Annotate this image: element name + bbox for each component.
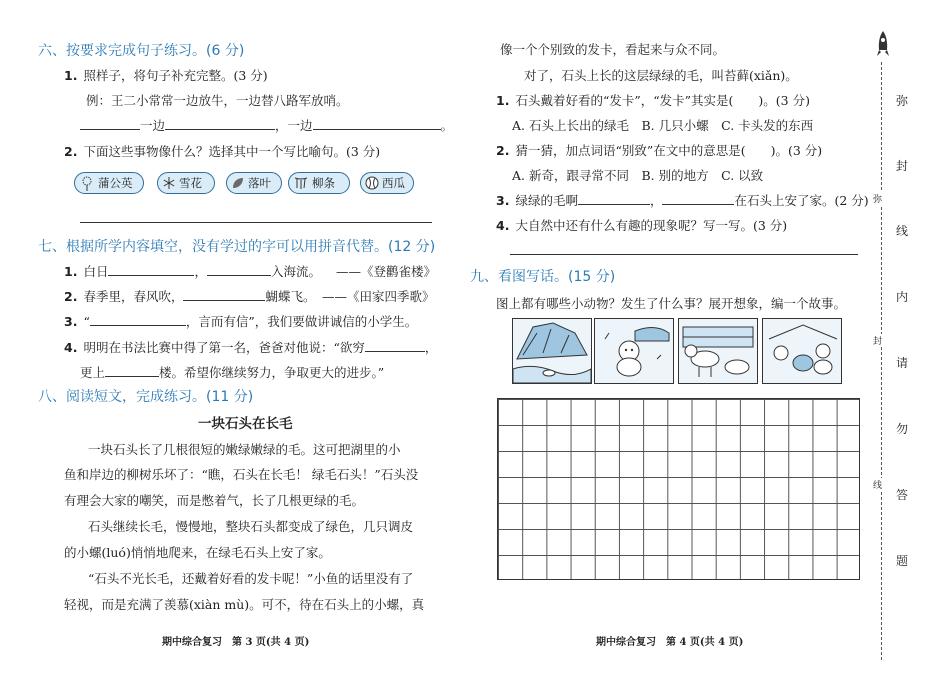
s7-q2-a: 春季里，春风吹， [83, 289, 184, 304]
r-q2 [496, 141, 822, 159]
item-leaf [226, 172, 282, 194]
s7-q4 [64, 338, 437, 356]
passage-line: 的小螺(luó)悄悄地爬来，在绿毛石头上安了家。 [64, 545, 331, 560]
s6-q2 [64, 142, 380, 160]
s6-example: 例：王二小常常一边放牛，一边替八路军放哨。 [86, 93, 349, 108]
s7-q4-num: 4. [64, 340, 78, 355]
footer-right: 期中综合复习 第 4 页(共 4 页) [596, 637, 744, 648]
writing-grid[interactable] [497, 398, 860, 580]
r-q3-b: ， [649, 193, 663, 208]
rock-river-picture [513, 319, 591, 383]
r-q2-num: 2. [496, 143, 510, 158]
answer-line[interactable] [80, 222, 432, 223]
blank[interactable] [183, 288, 265, 301]
item-label: 蒲公英 [98, 176, 133, 190]
item-label: 落叶 [248, 176, 271, 190]
s7-q1-num: 1. [64, 264, 78, 279]
blank[interactable] [105, 364, 159, 377]
r-q3-c: 在石头上安了家。(2 分) [734, 193, 869, 208]
picture-panel-3 [678, 318, 758, 384]
seal-line [881, 62, 882, 660]
fill-end: 。 [440, 118, 454, 133]
r-q3-num: 3. [496, 193, 510, 208]
animal-picture [595, 319, 673, 383]
passage-line: 石头继续长毛，慢慢地，整块石头都变成了绿色，几只调皮 [88, 519, 414, 534]
blank-1[interactable] [80, 117, 140, 130]
seal-char: 弥 [896, 94, 909, 108]
passage-line: “石头不光长毛，还戴着好看的发卡呢！”小鱼的话里没有了 [88, 571, 414, 586]
r-q3-a: 绿绿的毛啊 [515, 193, 578, 208]
seal-char: 勿 [896, 422, 909, 436]
section-9-title: 九、看图写话。(15 分) [470, 269, 616, 285]
watermelon-icon [365, 176, 379, 190]
seal-char: 题 [896, 554, 909, 568]
r-q1 [496, 91, 810, 109]
blank[interactable] [207, 263, 271, 276]
seal-char: 线 [896, 224, 909, 238]
s6-q2-num: 2. [64, 144, 78, 159]
section-7-title: 七、根据所学内容填空，没有学过的字可以用拼音代替。(12 分) [38, 239, 436, 255]
seal-small-char: 线 [873, 478, 882, 491]
s7-q1-c: 入海流。 [270, 264, 321, 279]
picture-panel-2 [594, 318, 674, 384]
picture-panel-1 [512, 318, 592, 384]
s7-q2-src: ——《田家四季歌》 [322, 289, 435, 304]
s7-q2-num: 2. [64, 289, 78, 304]
footer-left: 期中综合复习 第 3 页(共 4 页) [162, 637, 310, 648]
animals-gathering-picture [763, 319, 841, 383]
passage-line: 鱼和岸边的柳树乐坏了：“瞧，石头在长毛！ 绿毛石头！”石头没 [64, 467, 419, 482]
willow-icon [293, 176, 309, 190]
r-q3 [496, 191, 869, 209]
r-q4-num: 4. [496, 218, 510, 233]
picture-panel-4 [762, 318, 842, 384]
item-watermelon [360, 172, 414, 194]
r-q2-options[interactable]: A. 新奇，跟寻常不同 B. 别的地方 C. 以致 [512, 168, 764, 183]
s7-q1-b: ， [194, 264, 207, 279]
r-q1-text: 石头戴着好看的“发卡”，“发卡”其实是( )。(3 分) [515, 93, 810, 108]
section-8-title: 八、阅读短文，完成练习。(11 分) [38, 389, 254, 405]
passage-title: 一块石头在长毛 [198, 416, 293, 432]
passage-line: 一块石头长了几根很短的嫩绿嫩绿的毛。这可把湖里的小 [88, 442, 401, 457]
r-q2-text: 猜一猜，加点词语“别致”在文中的意思是( )。(3 分) [515, 143, 823, 158]
item-label: 雪花 [179, 176, 202, 190]
blank-3[interactable] [313, 117, 441, 130]
leaf-icon [231, 176, 245, 190]
seal-char: 答 [896, 488, 909, 502]
blank[interactable] [108, 263, 194, 276]
s7-q4-a: 明明在书法比赛中得了第一名，爸爸对他说：“欲穷 [83, 340, 365, 355]
snowflake-icon [162, 176, 176, 190]
dandelion-icon [79, 175, 95, 191]
item-label: 柳条 [312, 176, 335, 190]
seal-small-char: 弥 [873, 192, 882, 205]
r-q1-num: 1. [496, 93, 510, 108]
passage-line: 有理会大家的嘲笑，而是憋着气，长了几根更绿的毛。 [64, 493, 365, 508]
r-q4-text: 大自然中还有什么有趣的现象呢？写一写。(3 分) [515, 218, 788, 233]
section-6-title: 六、按要求完成句子练习。(6 分) [38, 43, 245, 59]
item-dandelion [74, 172, 144, 194]
item-snowflake [157, 172, 215, 194]
s6-q1-text: 照样子，将句子补充完整。(3 分) [83, 68, 268, 83]
passage-line: 轻视，而是充满了羡慕(xiàn mù)。可不，待在石头上的小螺，真 [64, 597, 425, 612]
seal-char: 封 [896, 159, 909, 173]
blank-2[interactable] [165, 117, 275, 130]
blank[interactable] [662, 192, 734, 205]
s7-q3-a: “ [83, 314, 90, 329]
s7-q1-src: ——《登鹳雀楼》 [336, 264, 437, 279]
s6-q2-text: 下面这些事物像什么？选择其中一个写比喻句。(3 分) [83, 144, 381, 159]
s6-q1 [64, 66, 268, 84]
blank[interactable] [365, 339, 425, 352]
s7-q4-b: 更上 [80, 365, 106, 380]
r-q4 [496, 216, 787, 234]
passage-cont-2: 对了，石头上长的这层绿绿的毛，叫苔藓(xiǎn)。 [524, 68, 798, 83]
rocket-icon [876, 30, 890, 58]
fill-b: ，一边 [275, 118, 313, 133]
comma: ， [424, 340, 438, 355]
s7-q1 [64, 262, 321, 280]
item-willow [288, 172, 350, 194]
r-q1-options[interactable]: A. 石头上长出的绿毛 B. 几只小螺 C. 卡头发的东西 [512, 118, 814, 133]
passage-cont-1: 像一个个别致的发卡，看起来与众不同。 [500, 42, 726, 57]
seal-char: 请 [896, 356, 909, 370]
s6-q1-num: 1. [64, 68, 78, 83]
s7-q3 [64, 312, 417, 330]
s6-fill-line [80, 116, 453, 134]
s7-q1-a: 白日 [83, 264, 109, 279]
s9-prompt: 图上都有哪些小动物？发生了什么事？展开想象，编一个故事。 [496, 296, 847, 311]
s7-q2 [64, 287, 315, 305]
fill-a: 一边 [140, 118, 166, 133]
s7-q3-num: 3. [64, 314, 78, 329]
s7-q4-cont [80, 363, 384, 381]
s7-q3-b: ，言而有信”，我们要做讲诚信的小学生。 [185, 314, 418, 329]
s7-q2-b: 蝴蝶飞。 [265, 289, 316, 304]
blank[interactable] [578, 192, 650, 205]
s7-q4-c: 楼。希望你继续努力，争取更大的进步。” [159, 365, 385, 380]
blank[interactable] [90, 313, 186, 326]
answer-line[interactable] [510, 254, 858, 255]
goat-picture [679, 319, 757, 383]
seal-char: 内 [896, 290, 909, 304]
seal-small-char: 封 [873, 334, 882, 347]
item-label: 西瓜 [382, 176, 405, 190]
